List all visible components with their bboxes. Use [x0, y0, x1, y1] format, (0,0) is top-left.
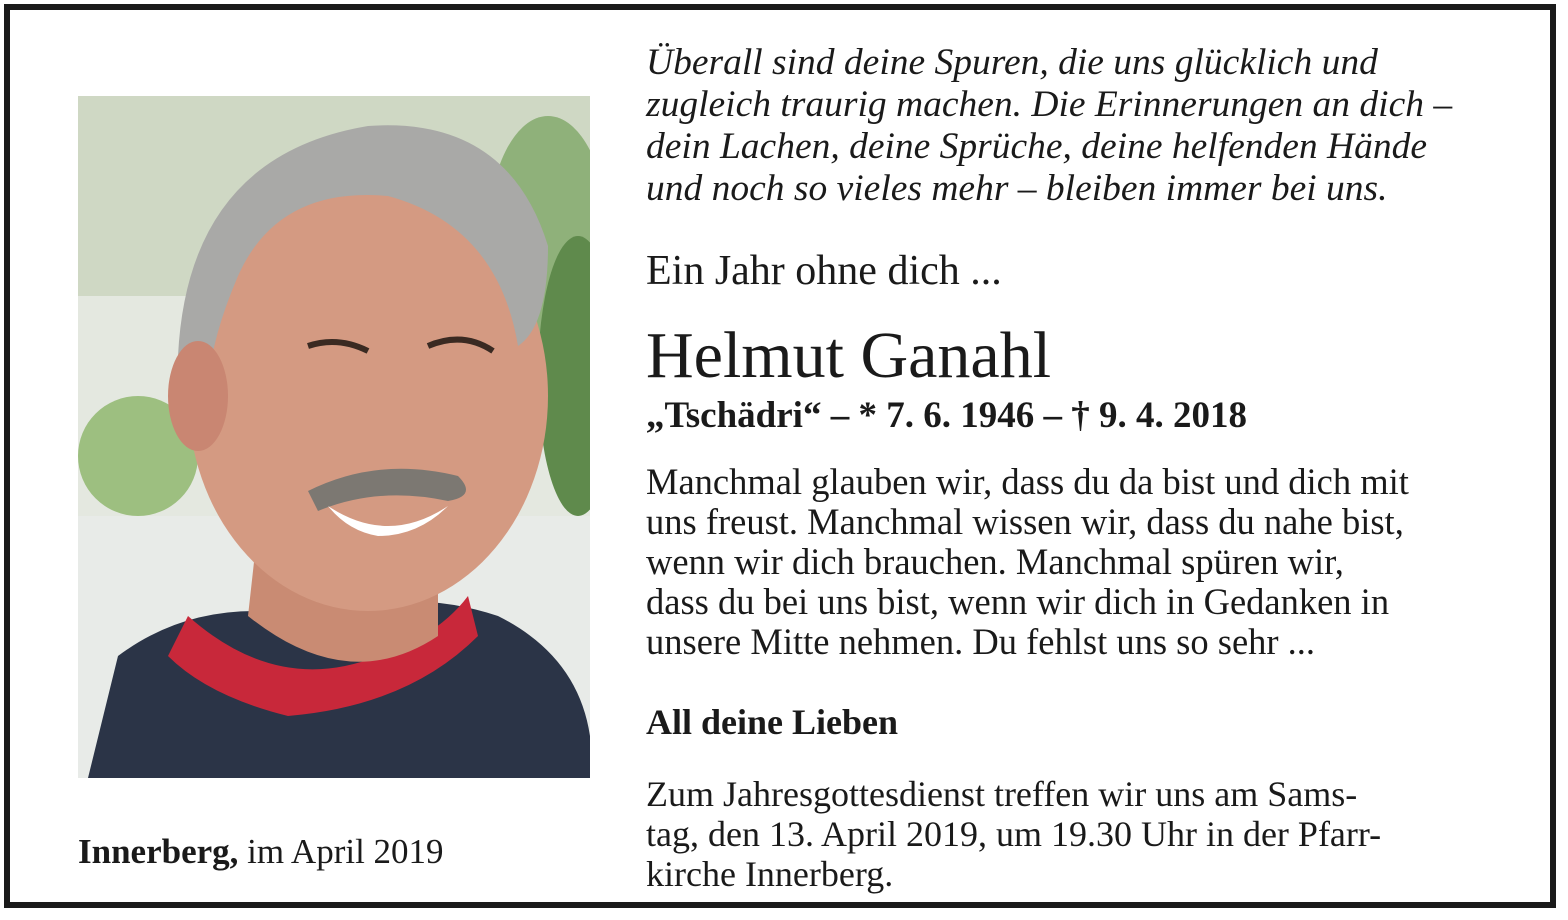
- place-and-date: [78, 830, 444, 874]
- body-line: Manchmal glauben wir, dass du da bist und dich mit: [646, 461, 1409, 502]
- body-line: unsere Mitte nehmen. Du fehlst uns so sehr ...: [646, 621, 1316, 662]
- body-line: uns freust. Manchmal wissen wir, dass du nahe bist,: [646, 501, 1404, 542]
- service-announcement: [646, 774, 1506, 894]
- quote-line: Überall sind deine Spuren, die uns glücklich und: [646, 42, 1378, 83]
- body-line: dass du bei uns bist, wenn wir dich in Gedanken in: [646, 581, 1390, 622]
- body-line: wenn wir dich brauchen. Manchmal spüren wir,: [646, 541, 1344, 582]
- service-line: tag, den 13. April 2019, um 19.30 Uhr in der Pfarr-: [646, 814, 1382, 854]
- place-date: im April 2019: [247, 832, 444, 871]
- intro-line: Ein Jahr ohne dich ...: [646, 248, 1002, 294]
- portrait-photo: [78, 96, 590, 778]
- nickname-and-dates: „Tschädri“ – * 7. 6. 1946 – † 9. 4. 2018: [646, 395, 1247, 436]
- deceased-name: Helmut Ganahl: [646, 319, 1052, 392]
- remembrance-text: [646, 462, 1506, 662]
- portrait-illustration: [78, 96, 590, 778]
- quote-line: dein Lachen, deine Sprüche, deine helfenden Hände: [646, 126, 1427, 167]
- signature: All deine Lieben: [646, 702, 899, 742]
- service-line: kirche Innerberg.: [646, 854, 894, 894]
- quote-line: und noch so vieles mehr – bleiben immer bei uns.: [646, 168, 1388, 209]
- service-line: Zum Jahresgottesdienst treffen wir uns am Sams-: [646, 774, 1358, 814]
- place-town: Innerberg,: [78, 832, 239, 871]
- opening-quote: [646, 42, 1506, 210]
- quote-line: zugleich traurig machen. Die Erinnerungen an dich –: [646, 84, 1453, 125]
- memorial-card: [4, 4, 1556, 908]
